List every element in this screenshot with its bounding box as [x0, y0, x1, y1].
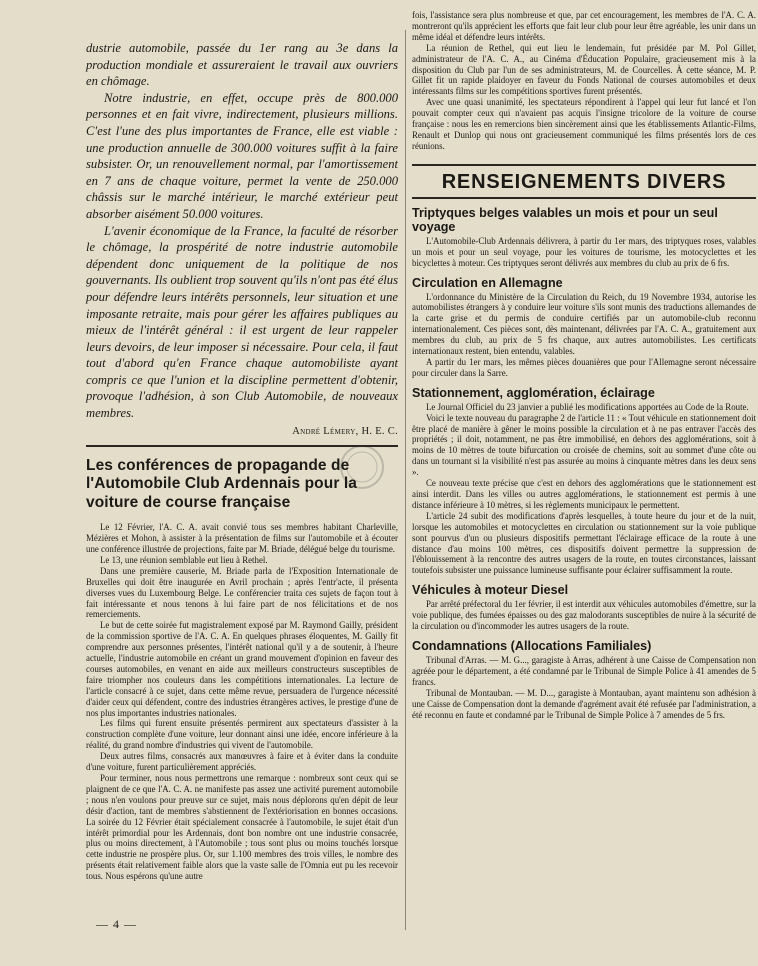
- news-item-paragraph: Voici le texte nouveau du paragraphe 2 de l'article 11 : « Tout véhicule en stationnement doit être placé de manière à gêner le moins possible la circulation et à ne pas entraver l'accès des propriétés ; il doit, notamment, ne pas être immobilisé, en dehors des agglomérations, soit à moins de 10 mètres de toute bifurcation ou croisée de chemins, soit au sommet d'une côte ou dans un tournant si la visibilité n'est pas assurée au moins à cinquante mètres dans les deux sens ».: [412, 412, 756, 478]
- news-item-paragraph: Le Journal Officiel du 23 janvier a publié les modifications apportées au Code de la Route.: [426, 401, 749, 412]
- intro-paragraph: dustrie automobile, passée du 1er rang au 3e dans la production mondiale et assureraient le travail aux ouvriers en chômage.: [86, 41, 398, 89]
- continued-paragraph: Avec une quasi unanimité, les spectateurs répondirent à l'appel qui leur fut lancé et l'on pouvait compter ceux qui n'avaient pas acquis l'insigne tricolore de la voiture de course française : nous les en remercions bien sincèrement ainsi que les établissements Atlantic-Films, Renault et Dunlop qui nous ont gracieusement communiqué les films présentés lors de ces réunions.: [412, 97, 756, 151]
- news-item-paragraph: L'ordonnance du Ministère de la Circulation du Reich, du 19 Novembre 1934, autorise les automobilistes étrangers à y conduire leur voiture s'ils sont munis des traductions allemandes de la carte grise et du permis de conduire certifiés par un automobile-club reconnu internationalement. Ces pièces sont, dès maintenant, délivrées par l'A. C. A., gratuitement aux membres du club, au prix de 5 frs chaque, aux autres automobilistes. Les certificats internationaux restent, bien entendu, valables.: [412, 291, 756, 357]
- news-item-title: Circulation en Allemagne: [412, 275, 563, 290]
- intro-paragraph: L'avenir économique de la France, la faculté de résorber le chômage, la prospérité de notre industrie automobile dépendent donc uniquement de la politique de nos gouvernants. Ils oublient trop souvent qu'ils n'ont pas été élus pour défendre leurs intérêts personnels, leur situation et une imposante retraite, mais pour gérer les affaires publiques au mieux de l'intérêt général : il est urgent de leur rappeler leurs devoirs, de leur imposer si nécessaire. Pour cela, il faut tout d'abord qu'en France chaque automobiliste ayant compris ce que l'union et la discipline permettent d'obtenir, provoque l'adhésion, à son Club Automobile, de nouveaux membres.: [86, 223, 398, 421]
- news-item: [412, 583, 756, 632]
- article-body: [86, 522, 398, 882]
- continued-text: [412, 0, 756, 152]
- right-column: [412, 0, 756, 720]
- news-item-paragraph: L'Automobile-Club Ardennais délivrera, à partir du 1er mars, des triptyques roses, valables un mois et pour un seul voyage, pour les voitures de tourisme, les motocyclettes et les bicyclettes à moteur. Ces triptyques seront délivrés aux membres du club au prix de 6 frs.: [412, 235, 756, 268]
- column-divider: [405, 30, 406, 930]
- news-item: [412, 386, 756, 577]
- news-item-title: Véhicules à moteur Diesel: [412, 583, 569, 598]
- news-item-title: Condamnations (Allocations Familiales): [412, 638, 652, 653]
- continued-paragraph: La réunion de Rethel, qui eut lieu le lendemain, fut présidée par M. Pol Gillet, administrateur de l'A. C. A., au Cinéma d'Éducation Populaire, gracieusement mis à la disposition du Club par l'un de ses administrateurs, M. de Courcelles. À cette séance, M. P. Gillet fit un rapide plaidoyer en faveur du Fonds National de courses automobiles et deux intéressants films sur les compétitions sportives furent présentés.: [412, 42, 756, 97]
- news-item: [412, 276, 756, 379]
- library-stamp-icon: [338, 443, 386, 491]
- news-item-paragraph: A partir du 1er mars, les mêmes pièces douanières que pour l'Allemagne seront nécessaire pour circuler dans la Sarre.: [412, 356, 756, 378]
- news-item: [412, 639, 756, 720]
- news-item: [412, 206, 756, 269]
- news-item-paragraph: Tribunal de Montauban. — M. D..., garagiste à Montauban, ayant maintenu son adhésion à une Caisse de Compensation dont la demande d'agrément avait été refusée par l'administration, a été reconnu en faute et condamné par le Tribunal de Simple Police à 7 amendes de 5 frs.: [412, 687, 756, 720]
- intro-paragraph: Notre industrie, en effet, occupe près de 800.000 personnes et en fait vivre, indirectement, plusieurs millions. C'est l'une des plus importantes de France, elle est viable : une production annuelle de 300.000 voitures suffit à la faire subsister. Or, un renouvellement normal, par l'amortissement en 7 ans de chaque voiture, permet la vente de 250.000 châssis sur le marché intérieur, le marché extérieur peut absorber aisément 50.000 voitures.: [86, 90, 398, 221]
- article-title: Les conférences de propagande de l'Automobile Club Ardennais pour la voiture de course française: [86, 456, 357, 511]
- news-item-paragraph: Ce nouveau texte précise que c'est en dehors des agglomérations que le stationnement est ainsi interdit. Dans les villes ou autres agglomérations, le stationnement est permis à une distance inférieure à 10 mètres, si les règlements municipaux le permettent.: [412, 478, 756, 510]
- article-paragraph: Dans une première causerie, M. Briade parla de l'Exposition Internationale de Bruxelles qui doit être inaugurée en Avril prochain ; après l'entr'acte, il présenta diverses vues du Luxembourg Belge. Le conférencier traita ces sujets de façon tout à fait intéressante et nous tenons à lui faire part de nos félicitations et de nos remerciements.: [86, 565, 398, 620]
- article-paragraph: Le 12 Février, l'A. C. A. avait convié tous ses membres habitant Charleville, Mézières et Mohon, à assister à la présentation de films sur l'automobile et à écouter une conférence illustrée de projections, faite par M. Briade, délégué belge du tourisme.: [86, 522, 398, 554]
- article-paragraph: Les films qui furent ensuite présentés permirent aux spectateurs d'assister à la construction complète d'une voiture, leur donnant ainsi une idée, encore inférieure à la réalité, du grand nombre d'industries qui vivent de l'automobile.: [86, 718, 398, 751]
- page-number: — 4 —: [96, 917, 137, 931]
- article-paragraph: Le but de cette soirée fut magistralement exposé par M. Raymond Gailly, président de la commission sportive de l'A. C. A. En quelques phrases éloquentes, M. Gailly fit comprendre aux personnes présentes, l'intérêt national qu'il y a de soutenir, à l'heure actuelle, l'industrie automobile en créant un grand mouvement d'opinion en faveur des courses automobiles, en venant en aide aux meilleurs constructeurs susceptibles de faire triompher nos couleurs dans les compétitions internationales. La lecture de l'article consacré à ce sujet, dans cette même revue, persuadera de l'urgence nécessité d'aider ceux qui défendent, contre des industries étrangères actives, le prestige d'une de nos plus importantes industries nationales.: [86, 620, 398, 718]
- left-column: [86, 0, 398, 882]
- section-heading: RENSEIGNEMENTS DIVERS: [412, 164, 756, 199]
- news-item-paragraph: Tribunal d'Arras. — M. G..., garagiste à Arras, adhérent à une Caisse de Compensation non agréée pour le département, a été condamné par le Tribunal de Simple Police à 41 amendes de 5 francs.: [412, 654, 756, 687]
- continued-paragraph: fois, l'assistance sera plus nombreuse et que, par cet encouragement, les membres de l'A. C. A. montreront qu'ils apprécient les efforts que fait leur club pour leur être agréable, les unir dans un même idéal et défendre leurs intérêts.: [412, 10, 756, 42]
- news-item-title: Stationnement, agglomération, éclairage: [412, 385, 655, 400]
- article-paragraph: Deux autres films, consacrés aux manœuvres à faire et à éviter dans la conduite d'une voiture, furent particulièrement appréciés.: [86, 751, 398, 773]
- author-signature: André Lémery, H. E. C.: [292, 425, 398, 437]
- news-item-paragraph: Par arrêté préfectoral du 1er février, il est interdit aux véhicules automobiles d'émettre, sur la voie publique, des fumées épaisses ou des gaz malodorants susceptibles de nuire à la sécurité de la circulation ou d'incommoder les autres usagers de la route.: [412, 599, 756, 632]
- article-paragraph: Pour terminer, nous nous permettrons une remarque : nombreux sont ceux qui se plaignent de ce que l'A. C. A. ne manifeste pas assez une activité purement automobile ; nous n'en voulons pour preuve sur ce sujet, mais nous déplorons qu'en dépit de leur désir d'action, tant de membres s'abstiennent de l'extériorisation en bonnes occasions. La soirée du 12 Février était spécialement consacrée à l'automobile, le sujet était d'un intérêt primordial pour les Ardennais, dont bon nombre ont une industrie consacrée, plus ou moins directement, à l'Automobile ; tous sont plus ou moins touchés lorsque cette industrie ne prospère plus. Or, sur 1.100 membres des trois villes, le nombre des présents était relativement faible alors que la vaste salle de l'Omnia eut pu les recevoir tous. Nous espérons qu'une autre: [86, 773, 398, 882]
- news-item-paragraph: L'article 24 subit des modifications d'après lesquelles, à toute heure du jour et de la nuit, lorsque les automobiles et motocyclettes en circulation ou stationnement sur la voie publique sont pourvus d'un ou plusieurs dispositifs permettant l'éclairage efficace de la route à une distance d'au moins 100 mètres, ces dispositifs doivent permettre la suppression de l'éblouissement à la rencontre des autres usagers de la route, en toutes circonstances, laissant toutefois subsister une puissance lumineuse suffisante pour éclairer suffisamment la route.: [412, 510, 756, 576]
- news-item-title: Triptyques belges valables un mois et pour un seul voyage: [412, 205, 718, 234]
- article-paragraph: Le 13, une réunion semblable eut lieu à Rethel.: [100, 554, 268, 565]
- intro-text: [86, 0, 398, 437]
